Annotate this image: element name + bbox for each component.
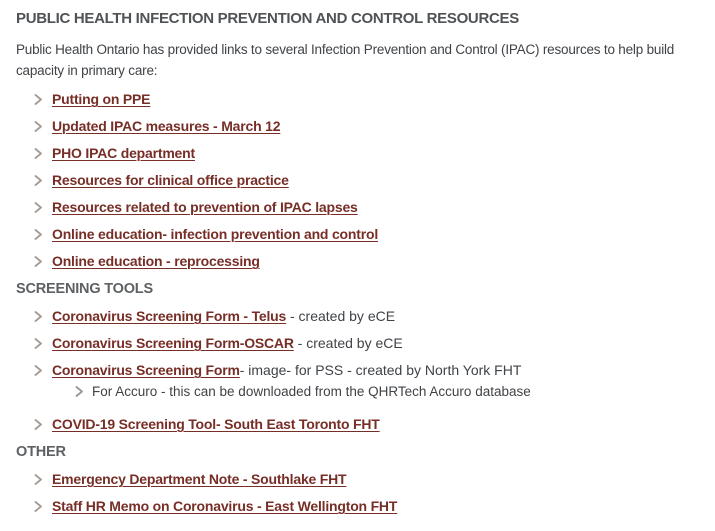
chevron-right-icon	[34, 474, 43, 485]
list-item	[34, 471, 699, 487]
resource-link[interactable]: Coronavirus Screening Form	[52, 362, 240, 378]
link-suffix-text: - image- for PSS - created by North York FHT	[239, 362, 522, 378]
resource-link[interactable]: Emergency Department Note - Southlake FHT	[52, 471, 347, 487]
resource-link[interactable]: Coronavirus Screening Form - Telus	[52, 308, 287, 324]
resource-link[interactable]: Resources related to prevention of IPAC lapses	[52, 199, 358, 215]
chevron-right-icon	[34, 338, 43, 349]
resource-list-screening-tools	[16, 308, 699, 432]
resource-link[interactable]: PHO IPAC department	[52, 145, 195, 161]
list-item	[34, 226, 699, 242]
chevron-right-icon	[34, 202, 43, 213]
list-item	[34, 118, 699, 134]
link-suffix-text: - created by eCE	[293, 335, 403, 351]
chevron-right-icon	[34, 94, 43, 105]
chevron-right-icon	[75, 386, 84, 397]
subnote	[75, 384, 531, 400]
chevron-right-icon	[34, 311, 43, 322]
resource-list-other	[16, 471, 699, 514]
chevron-right-icon	[34, 148, 43, 159]
resource-link[interactable]: Putting on PPE	[52, 91, 151, 107]
section-heading-screening-tools: SCREENING TOOLS	[16, 281, 153, 297]
resource-link[interactable]: Online education - reprocessing	[52, 253, 260, 269]
list-item	[34, 308, 699, 324]
list-item	[34, 172, 699, 188]
chevron-right-icon	[34, 365, 43, 376]
list-item	[34, 335, 699, 351]
list-item	[34, 91, 699, 107]
resource-link[interactable]: Coronavirus Screening Form-OSCAR	[52, 335, 294, 351]
chevron-right-icon	[34, 175, 43, 186]
resource-link[interactable]: Staff HR Memo on Coronavirus - East Wellington FHT	[52, 498, 398, 514]
resource-link[interactable]: Updated IPAC measures - March 12	[52, 118, 281, 134]
link-suffix-text: - created by eCE	[286, 308, 396, 324]
chevron-right-icon	[34, 256, 43, 267]
list-item	[34, 362, 699, 405]
resource-link[interactable]: Resources for clinical office practice	[52, 172, 289, 188]
section-heading-other: OTHER	[16, 444, 66, 460]
list-item	[34, 416, 699, 432]
list-item	[34, 253, 699, 269]
resource-list-ipac	[16, 91, 699, 269]
list-item	[34, 199, 699, 215]
page-title: PUBLIC HEALTH INFECTION PREVENTION AND CONTROL RESOURCES	[16, 10, 519, 27]
resource-link[interactable]: Online education- infection prevention and control	[52, 226, 379, 242]
list-item	[34, 498, 699, 514]
chevron-right-icon	[34, 229, 43, 240]
chevron-right-icon	[34, 121, 43, 132]
chevron-right-icon	[34, 419, 43, 430]
resource-link[interactable]: COVID-19 Screening Tool- South East Toronto FHT	[52, 416, 380, 432]
intro-text: Public Health Ontario has provided links to several Infection Prevention and Control (IPAC) resources to help build capacity in primary care:	[16, 42, 675, 78]
subnote-text: For Accuro - this can be downloaded from the QHRTech Accuro database	[92, 384, 531, 399]
chevron-right-icon	[34, 501, 43, 512]
list-item	[34, 145, 699, 161]
